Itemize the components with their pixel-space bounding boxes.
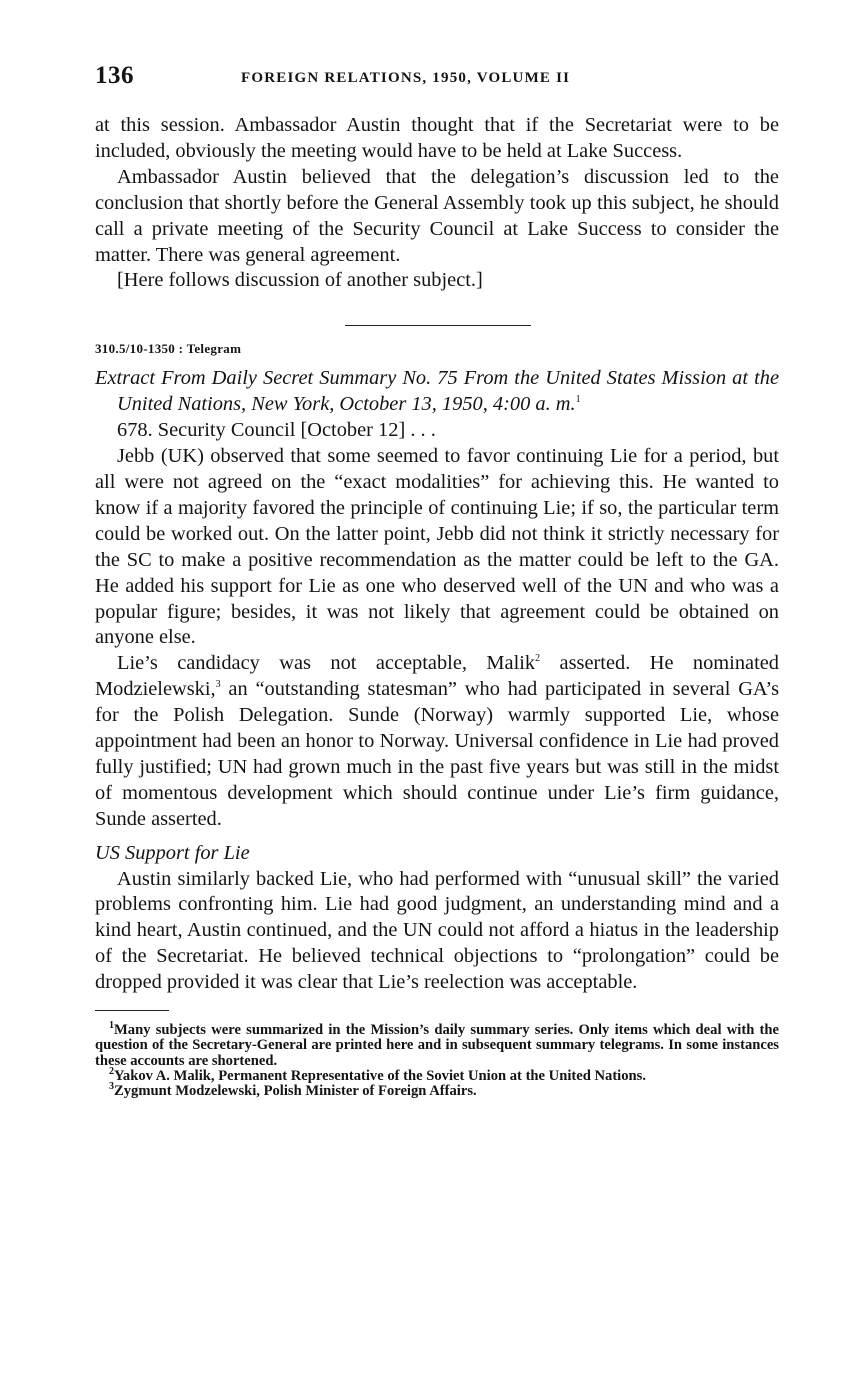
footnote-1-text: Many subjects were summarized in the Mission’s daily summary series. Only items which deal with the question of the Secretary-General are printed here and in subsequent summary telegrams. In some instances these accounts are shortened. [95,1022,779,1069]
editorial-note: [Here follows discussion of another subject.] [117,269,483,292]
page-body [95,113,779,1099]
file-reference: 310.5/10-1350 : Telegram [95,341,242,357]
footnote-2-mark: 2 [109,1065,114,1077]
paragraph-jebb: Jebb (UK) observed that some seemed to favor continuing Lie for a period, but all were not agreed on the “exact modalities” for achieving this. He wanted to know if a majority favored the principle of continuing Lie; if so, the particular term could be worked out. On the latter point, Jebb did not think it strictly necessary for the SC to make a positive recommendation as the matter could be left to the GA. He added his support for Lie as one who deserved well of the UN and who was a popular figure; besides, it was not likely that agreement could be obtained on anyone else. [95,445,779,649]
document-title [95,366,779,418]
intro-paragraph-1: at this session. Ambassador Austin thought that if the Secretariat were to be included, obviously the meeting would have to be held at Lake Success. [95,114,779,162]
footnote-3 [95,1081,779,1099]
section-divider [345,325,531,326]
footnote-2 [95,1065,779,1084]
side-heading: US Support for Lie [95,841,250,864]
footnote-mark-1: 1 [575,394,581,406]
footnote-2-text: Yakov A. Malik, Permanent Representative of the Soviet Union at the United Nations. [114,1067,646,1084]
footnote-mark-2: 2 [535,653,541,665]
page-number: 136 [95,62,134,89]
running-head: FOREIGN RELATIONS, 1950, VOLUME II [241,70,571,86]
intro-paragraph-2: Ambassador Austin believed that the delegation’s discussion led to the conclusion that shortly before the General Assembly took up this subject, he should call a private meeting of the Security Council at Lake Success to consider the matter. There was general agreement. [95,165,779,266]
footnote-1-mark: 1 [109,1020,114,1032]
paragraph-malik-part-3: an “outstanding statesman” who had participated in several GA’s for the Polish Delegation. Sunde (Norway) warmly supported Lie, whose appointment had been an honor to Norway. Universal confidence in Lie had proved fully justified; UN had grown much in the past five years but was still in the midst of momentous development which should continue under Lie’s firm guidance, Sunde asserted. [95,678,779,830]
item-heading: 678. Security Council [October 12] . . . [117,419,436,442]
footnote-mark-3: 3 [215,679,221,691]
page-header [95,62,779,98]
paragraph-austin: Austin similarly backed Lie, who had performed with “unusual skill” the varied problems confronting him. Lie had good judgment, an understanding mind and a kind heart, Austin continued, and the UN could not afford a hiatus in the leadership of the Secretariat. He believed technical objections to “prolongation” could be dropped provided it was clear that Lie’s reelection was acceptable. [95,867,779,994]
paragraph-malik-part-2: asserted. He nominated Modzielewski, [95,652,779,701]
footnotes [95,1020,779,1099]
paragraph-malik-part-1: Lie’s candidacy was not acceptable, Malik [117,652,536,675]
document-title-text: Extract From Daily Secret Summary No. 75 From the United States Mission at the United Nations, New York, October 13, 1950, 4:00 a. m. [95,367,779,416]
footnote-3-text: Zygmunt Modzelewski, Polish Minister of Foreign Affairs. [114,1082,477,1099]
paragraph-malik [95,651,779,832]
footnote-3-mark: 3 [109,1081,114,1093]
footnote-1 [95,1020,779,1069]
footnote-rule [95,1010,169,1011]
